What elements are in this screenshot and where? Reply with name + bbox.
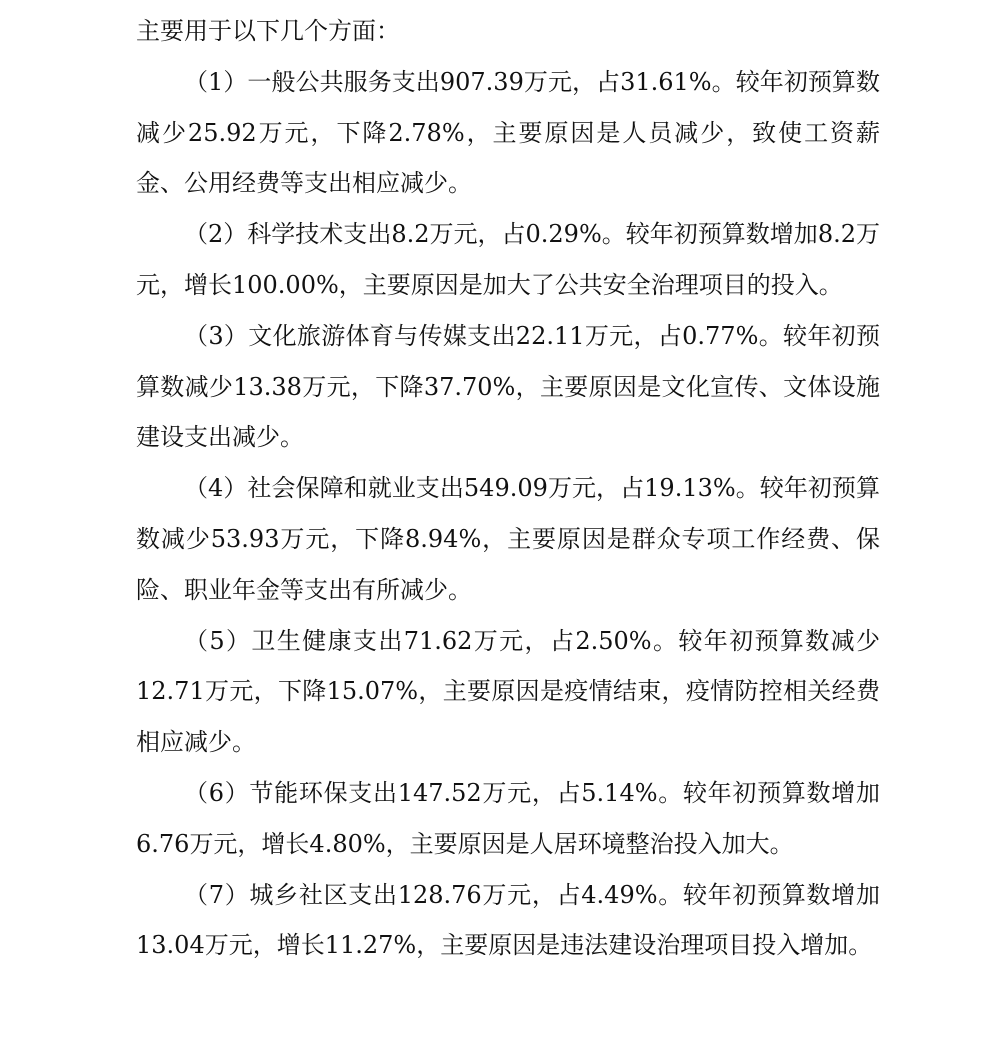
document-body [136, 6, 880, 971]
item-culture-tourism-sports-media: （3）文化旅游体育与传媒支出22.11万元，占0.77%。较年初预算数减少13.38万元，下降37.70%，主要原因是文化宣传、文体设施建设支出减少。 [136, 321, 880, 452]
item-urban-rural-community: （7）城乡社区支出128.76万元，占4.49%。较年初预算数增加13.04万元，增长11.27%，主要原因是违法建设治理项目投入增加。 [136, 880, 880, 960]
intro-paragraph: 主要用于以下几个方面： [136, 17, 400, 45]
item-health: （5）卫生健康支出71.62万元，占2.50%。较年初预算数减少12.71万元，下降15.07%，主要原因是疫情结束，疫情防控相关经费相应减少。 [136, 626, 880, 757]
item-energy-environment: （6）节能环保支出147.52万元，占5.14%。较年初预算数增加6.76万元，增长4.80%，主要原因是人居环境整治投入加大。 [136, 778, 880, 858]
item-science-technology: （2）科学技术支出8.2万元，占0.29%。较年初预算数增加8.2万元，增长100.00%，主要原因是加大了公共安全治理项目的投入。 [136, 220, 880, 299]
item-social-security-employment: （4）社会保障和就业支出549.09万元，占19.13%。较年初预算数减少53.93万元，下降8.94%，主要原因是群众专项工作经费、保险、职业年金等支出有所减少。 [136, 474, 880, 604]
item-general-public-services: （1）一般公共服务支出907.39万元，占31.61%。较年初预算数减少25.92万元，下降2.78%，主要原因是人员减少，致使工资薪金、公用经费等支出相应减少。 [136, 67, 880, 198]
